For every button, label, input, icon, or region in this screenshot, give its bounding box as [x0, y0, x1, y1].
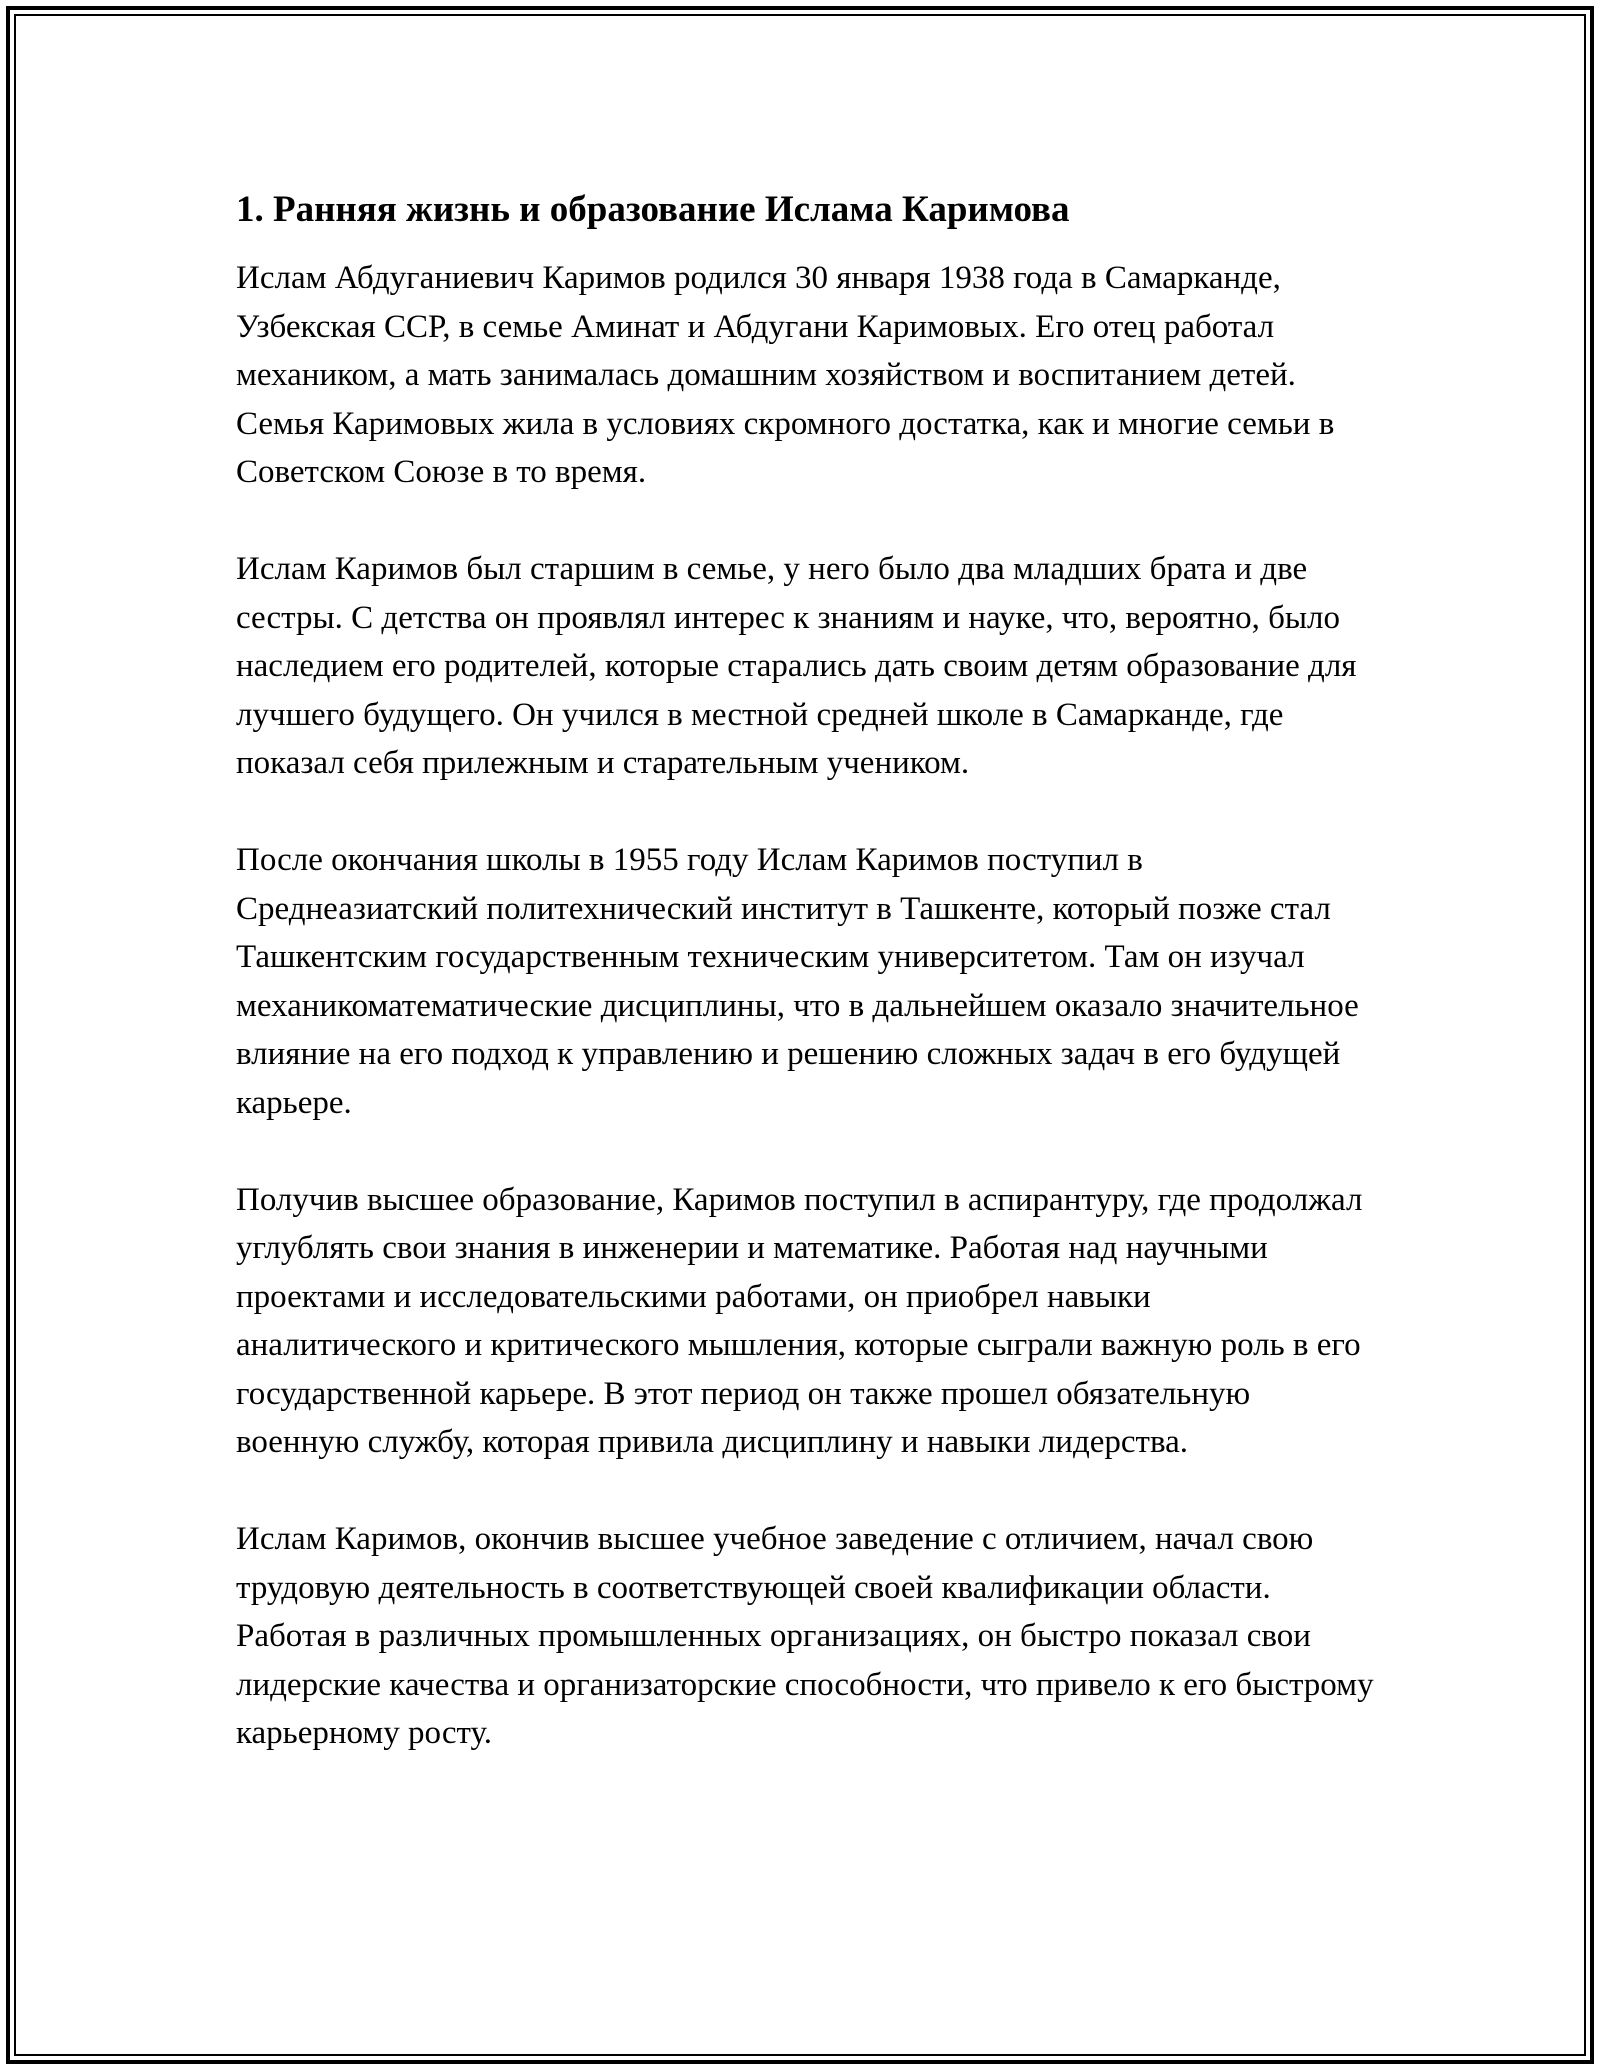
- section-title: 1. Ранняя жизнь и образование Ислама Каримова: [236, 189, 1070, 230]
- paragraph-university: После окончания школы в 1955 году Ислам Каримов поступил в Среднеазиатский политехнический институт в Ташкенте, который позже стал Ташкентским государственным техническим университетом. Там он изучал механикоматематические дисциплины, что в дальнейшем оказало значительное влияние на его подход к управлению и решению сложных задач в его будущей карьере.: [236, 842, 1359, 1121]
- paragraph-early-career: Ислам Каримов, окончив высшее учебное заведение с отличием, начал свою трудовую деятельность в соответствующей своей квалификации области. Работая в различных промышленных организациях, он быстро показал свои лидерские качества и организаторские способности, что привело к его быстрому карьерному росту.: [236, 1521, 1374, 1751]
- paragraph-graduate-studies: Получив высшее образование, Каримов поступил в аспирантуру, где продолжал углублять свои знания в инженерии и математике. Работая над научными проектами и исследовательскими работами, он приобрел навыки аналитического и критического мышления, которые сыграли важную роль в его государственной карьере. В этот период он также прошел обязательную военную службу, которая привила дисциплину и навыки лидерства.: [236, 1181, 1363, 1460]
- paragraph-childhood: Ислам Каримов был старшим в семье, у него было два младших брата и две сестры. С детства он проявлял интерес к знаниям и науке, что, вероятно, было наследием его родителей, которые старались дать своим детям образование для лучшего будущего. Он учился в местной средней школе в Самарканде, где показал себя прилежным и старательным учеником.: [236, 551, 1357, 781]
- paragraph-early-life: Ислам Абдуганиевич Каримов родился 30 января 1938 года в Самарканде, Узбекская ССР, в семье Аминат и Абдугани Каримовых. Его отец работал механиком, а мать занималась домашним хозяйством и воспитанием детей. Семья Каримовых жила в условиях скромного достатка, как и многие семьи в Советском Союзе в то время.: [236, 260, 1335, 490]
- document-content: [236, 186, 1376, 1806]
